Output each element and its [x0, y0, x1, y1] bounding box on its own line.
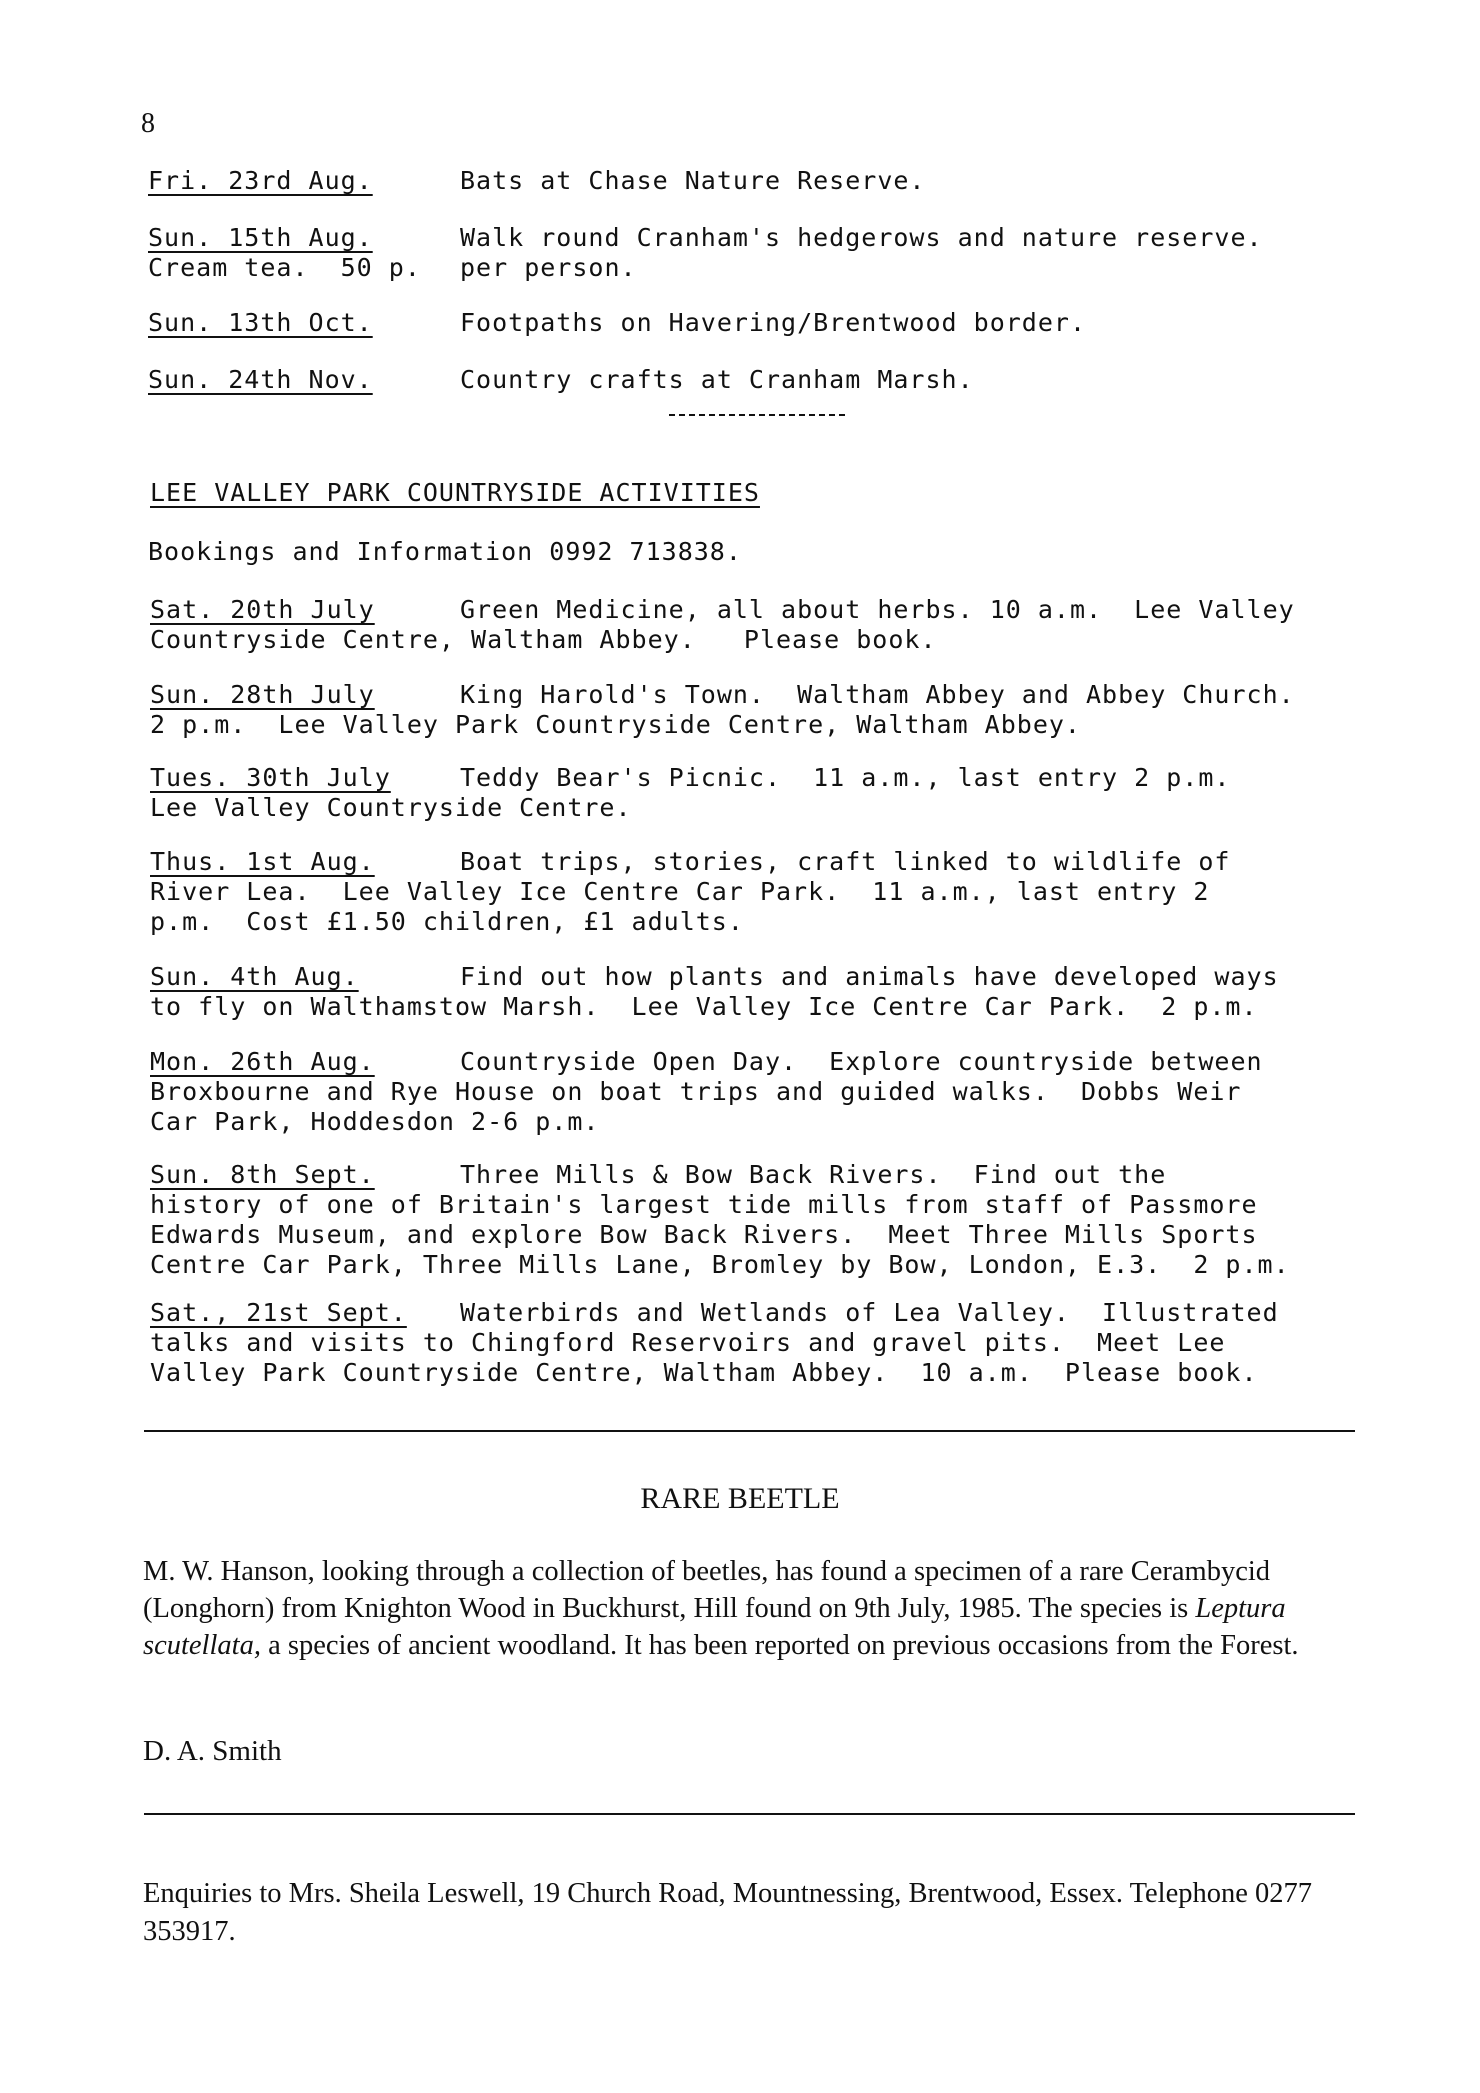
horizontal-rule: [144, 1813, 1355, 1815]
article-title: RARE BEETLE: [640, 1482, 840, 1515]
species-name: Leptura scutellata,: [143, 1593, 1286, 1661]
event-row: [148, 308, 1086, 338]
event-description: Bats at Chase Nature Reserve.: [460, 166, 926, 195]
bookings-line: Bookings and Information 0992 713838.: [148, 537, 742, 566]
event-date: Sun. 15th Aug.: [148, 223, 373, 252]
enquiries-footer: Enquiries to Mrs. Sheila Leswell, 19 Church Road, Mountnessing, Brentwood, Essex. Telephone 0277 353917.: [143, 1878, 1313, 1947]
event-block: [150, 1298, 1365, 1388]
event-date: Tues. 30th July: [150, 763, 391, 792]
event-description: Green Medicine, all about herbs. 10 a.m. Lee Valley: [460, 595, 1295, 624]
event-block: [150, 962, 1365, 1022]
event-description-line: Valley Park Countryside Centre, Waltham Abbey. 10 a.m. Please book.: [150, 1358, 1258, 1387]
article-paragraph: [143, 1553, 1363, 1664]
event-date: Thus. 1st Aug.: [150, 847, 375, 876]
event-date: Sun. 28th July: [150, 680, 375, 709]
event-description-line: to fly on Walthamstow Marsh. Lee Valley Ice Centre Car Park. 2 p.m.: [150, 992, 1258, 1021]
event-description: Boat trips, stories, craft linked to wildlife of: [460, 847, 1231, 876]
event-description-line: history of one of Britain's largest tide mills from staff of Passmore: [150, 1190, 1258, 1219]
event-description: Three Mills & Bow Back Rivers. Find out the: [460, 1160, 1167, 1189]
section-heading: LEE VALLEY PARK COUNTRYSIDE ACTIVITIES: [150, 478, 760, 507]
event-description-line: talks and visits to Chingford Reservoirs and gravel pits. Meet Lee: [150, 1328, 1226, 1357]
article-text: a species of ancient woodland. It has been reported on previous occasions from the Forest.: [260, 1630, 1299, 1661]
article-text: M. W. Hanson, looking through a collection of beetles, has found a specimen of a rare Cerambycid (Longhorn) from Knighton Wood in Buckhurst, Hill found on 9th July, 1985. The species is: [143, 1556, 1271, 1624]
event-description-line: Edwards Museum, and explore Bow Back Rivers. Meet Three Mills Sports: [150, 1220, 1258, 1249]
page-number: 8: [141, 108, 155, 139]
event-description: Country crafts at Cranham Marsh.: [460, 365, 974, 394]
event-row: [148, 166, 926, 196]
event-description-line: Countryside Centre, Waltham Abbey. Please book.: [150, 625, 937, 654]
event-row-continuation: [148, 253, 637, 283]
dashed-separator: [669, 414, 845, 416]
event-description-line: Centre Car Park, Three Mills Lane, Bromley by Bow, London, E.3. 2 p.m.: [150, 1250, 1290, 1279]
event-block: [150, 595, 1365, 655]
event-block: [150, 1160, 1365, 1280]
event-date: Mon. 26th Aug.: [150, 1047, 375, 1076]
horizontal-rule: [144, 1430, 1355, 1432]
event-date: Sun. 8th Sept.: [150, 1160, 375, 1189]
event-date: Sat., 21st Sept.: [150, 1298, 407, 1327]
event-description-line: 2 p.m. Lee Valley Park Countryside Centre, Waltham Abbey.: [150, 710, 1081, 739]
article-author: D. A. Smith: [143, 1735, 282, 1767]
event-description: per person.: [460, 253, 637, 282]
event-date: Sun. 13th Oct.: [148, 308, 373, 337]
event-description-line: Broxbourne and Rye House on boat trips and guided walks. Dobbs Weir: [150, 1077, 1242, 1106]
event-block: [150, 680, 1365, 740]
event-description-line: River Lea. Lee Valley Ice Centre Car Park. 11 a.m., last entry 2: [150, 877, 1210, 906]
event-block: [150, 763, 1365, 823]
event-description: Footpaths on Havering/Brentwood border.: [460, 308, 1086, 337]
event-description: King Harold's Town. Waltham Abbey and Abbey Church.: [460, 680, 1295, 709]
event-description-line: p.m. Cost £1.50 children, £1 adults.: [150, 907, 744, 936]
event-date: Sun. 4th Aug.: [150, 962, 359, 991]
event-description: Waterbirds and Wetlands of Lea Valley. Illustrated: [460, 1298, 1279, 1327]
event-date: Fri. 23rd Aug.: [148, 166, 373, 195]
event-description: Walk round Cranham's hedgerows and nature reserve.: [460, 223, 1263, 252]
event-date: Sat. 20th July: [150, 595, 375, 624]
event-row: [148, 223, 1263, 253]
event-description: Find out how plants and animals have developed ways: [460, 962, 1279, 991]
event-description-line: Lee Valley Countryside Centre.: [150, 793, 632, 822]
event-description-line: Car Park, Hoddesdon 2-6 p.m.: [150, 1107, 600, 1136]
event-description: Countryside Open Day. Explore countryside between: [460, 1047, 1263, 1076]
event-description: Teddy Bear's Picnic. 11 a.m., last entry 2 p.m.: [460, 763, 1231, 792]
event-block: [150, 1047, 1365, 1137]
event-block: [150, 847, 1365, 937]
event-note: Cream tea. 50 p.: [148, 253, 421, 282]
event-date: Sun. 24th Nov.: [148, 365, 373, 394]
event-row: [148, 365, 974, 395]
